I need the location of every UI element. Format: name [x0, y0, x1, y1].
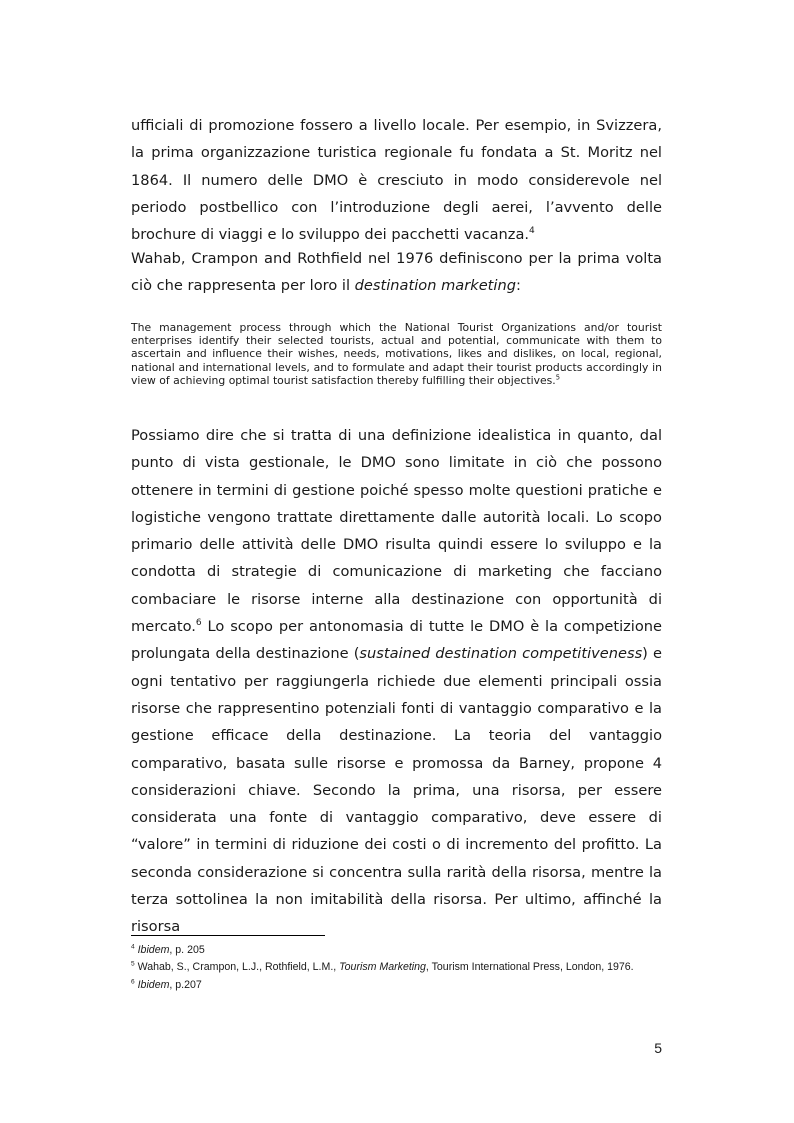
- footnote-text: Wahab, S., Crampon, L.J., Rothfield, L.M.,: [134, 961, 340, 974]
- paragraph-3-text-3: ) e ogni tentativo per raggiungerla richiede due elementi principali ossia risorse che rappresentino potenziali fonti di vantaggio comparativo e la gestione efficace della destinazione. La teoria del vantaggio comparativo, basata sulle risorse e promossa da Barney, propone 4 considerazioni chiave. Secondo la prima, una risorsa, per essere considerata una fonte di vantaggio comparativo, deve essere di “valore” in termini di riduzione dei costi o di incremento del profitto. La seconda considerazione si concentra sulla rarità della risorsa, mentre la terza sottolinea la non imitabilità della risorsa. Per ultimo, affinché la risorsa: [131, 645, 662, 936]
- footnote-number: 4: [131, 943, 135, 951]
- footnotes: [131, 942, 662, 994]
- paragraph-3-text-2: Lo scopo per antonomasia di tutte le DMO è la competizione prolungata della destinazione (: [131, 618, 662, 663]
- footnote-ref-6: 6: [195, 618, 202, 629]
- footnote-italic: Ibidem: [137, 978, 170, 991]
- footnote-separator: [131, 935, 325, 936]
- footnote-ref-5: 5: [555, 373, 560, 382]
- paragraph-1-text: ufficiali di promozione fossero a livello locale. Per esempio, in Svizzera, la prima organizzazione turistica regionale fu fondata a St. Moritz nel 1864. Il numero delle DMO è cresciuto in modo considerevole nel periodo postbellico con l’introduzione degli aerei, l’avvento delle brochure di viaggi e lo sviluppo dei pacchetti vacanza.: [131, 117, 662, 244]
- footnote-6: [131, 977, 662, 994]
- sustained-destination-term: sustained destination competitiveness: [359, 645, 643, 663]
- body-paragraph-1: [131, 112, 662, 248]
- footnote-text-after: , Tourism International Press, London, 1976.: [425, 961, 634, 974]
- destination-marketing-term: destination marketing: [354, 277, 516, 295]
- paragraph-2-colon: :: [515, 277, 521, 295]
- footnote-number: 6: [131, 978, 135, 986]
- body-paragraph-2: [131, 245, 662, 300]
- footnote-italic: Ibidem: [137, 944, 170, 956]
- footnote-ref-4: 4: [529, 226, 535, 237]
- block-quote: [131, 321, 662, 387]
- paragraph-3-text-1: Possiamo dire che si tratta di una definizione idealistica in quanto, dal punto di vista gestionale, le DMO sono limitate in ciò che possono ottenere in termini di gestione poiché spesso molte questioni pratiche e logistiche vengono trattate direttamente dalle autorità locali. Lo scopo primario delle attività delle DMO risulta quindi essere lo sviluppo e la condotta di strategie di comunicazione di marketing che facciano combaciare le risorse interne alla destinazione con opportunità di mercato.: [131, 427, 662, 636]
- paragraph-2-text: Wahab, Crampon and Rothfield nel 1976 definiscono per la prima volta ciò che rappresenta per loro il: [131, 250, 662, 295]
- footnote-text: , p.207: [169, 978, 202, 991]
- quote-text: The management process through which the National Tourist Organizations and/or tourist enterprises identify their selected tourists, actual and potential, communicate with them to ascertain and influence their wishes, needs, motivations, likes and dislikes, on local, regional, national and international levels, and to formulate and adapt their tourist products accordingly in view of achieving optimal tourist satisfaction thereby fulfilling their objectives.: [131, 321, 662, 387]
- page-number: 5: [654, 1040, 662, 1056]
- footnote-4: [131, 942, 662, 959]
- body-paragraph-3: [131, 422, 662, 941]
- footnote-text: , p. 205: [169, 944, 205, 956]
- footnote-5: [131, 959, 662, 976]
- footnote-number: 5: [131, 960, 135, 968]
- footnote-italic: Tourism Marketing: [339, 961, 426, 974]
